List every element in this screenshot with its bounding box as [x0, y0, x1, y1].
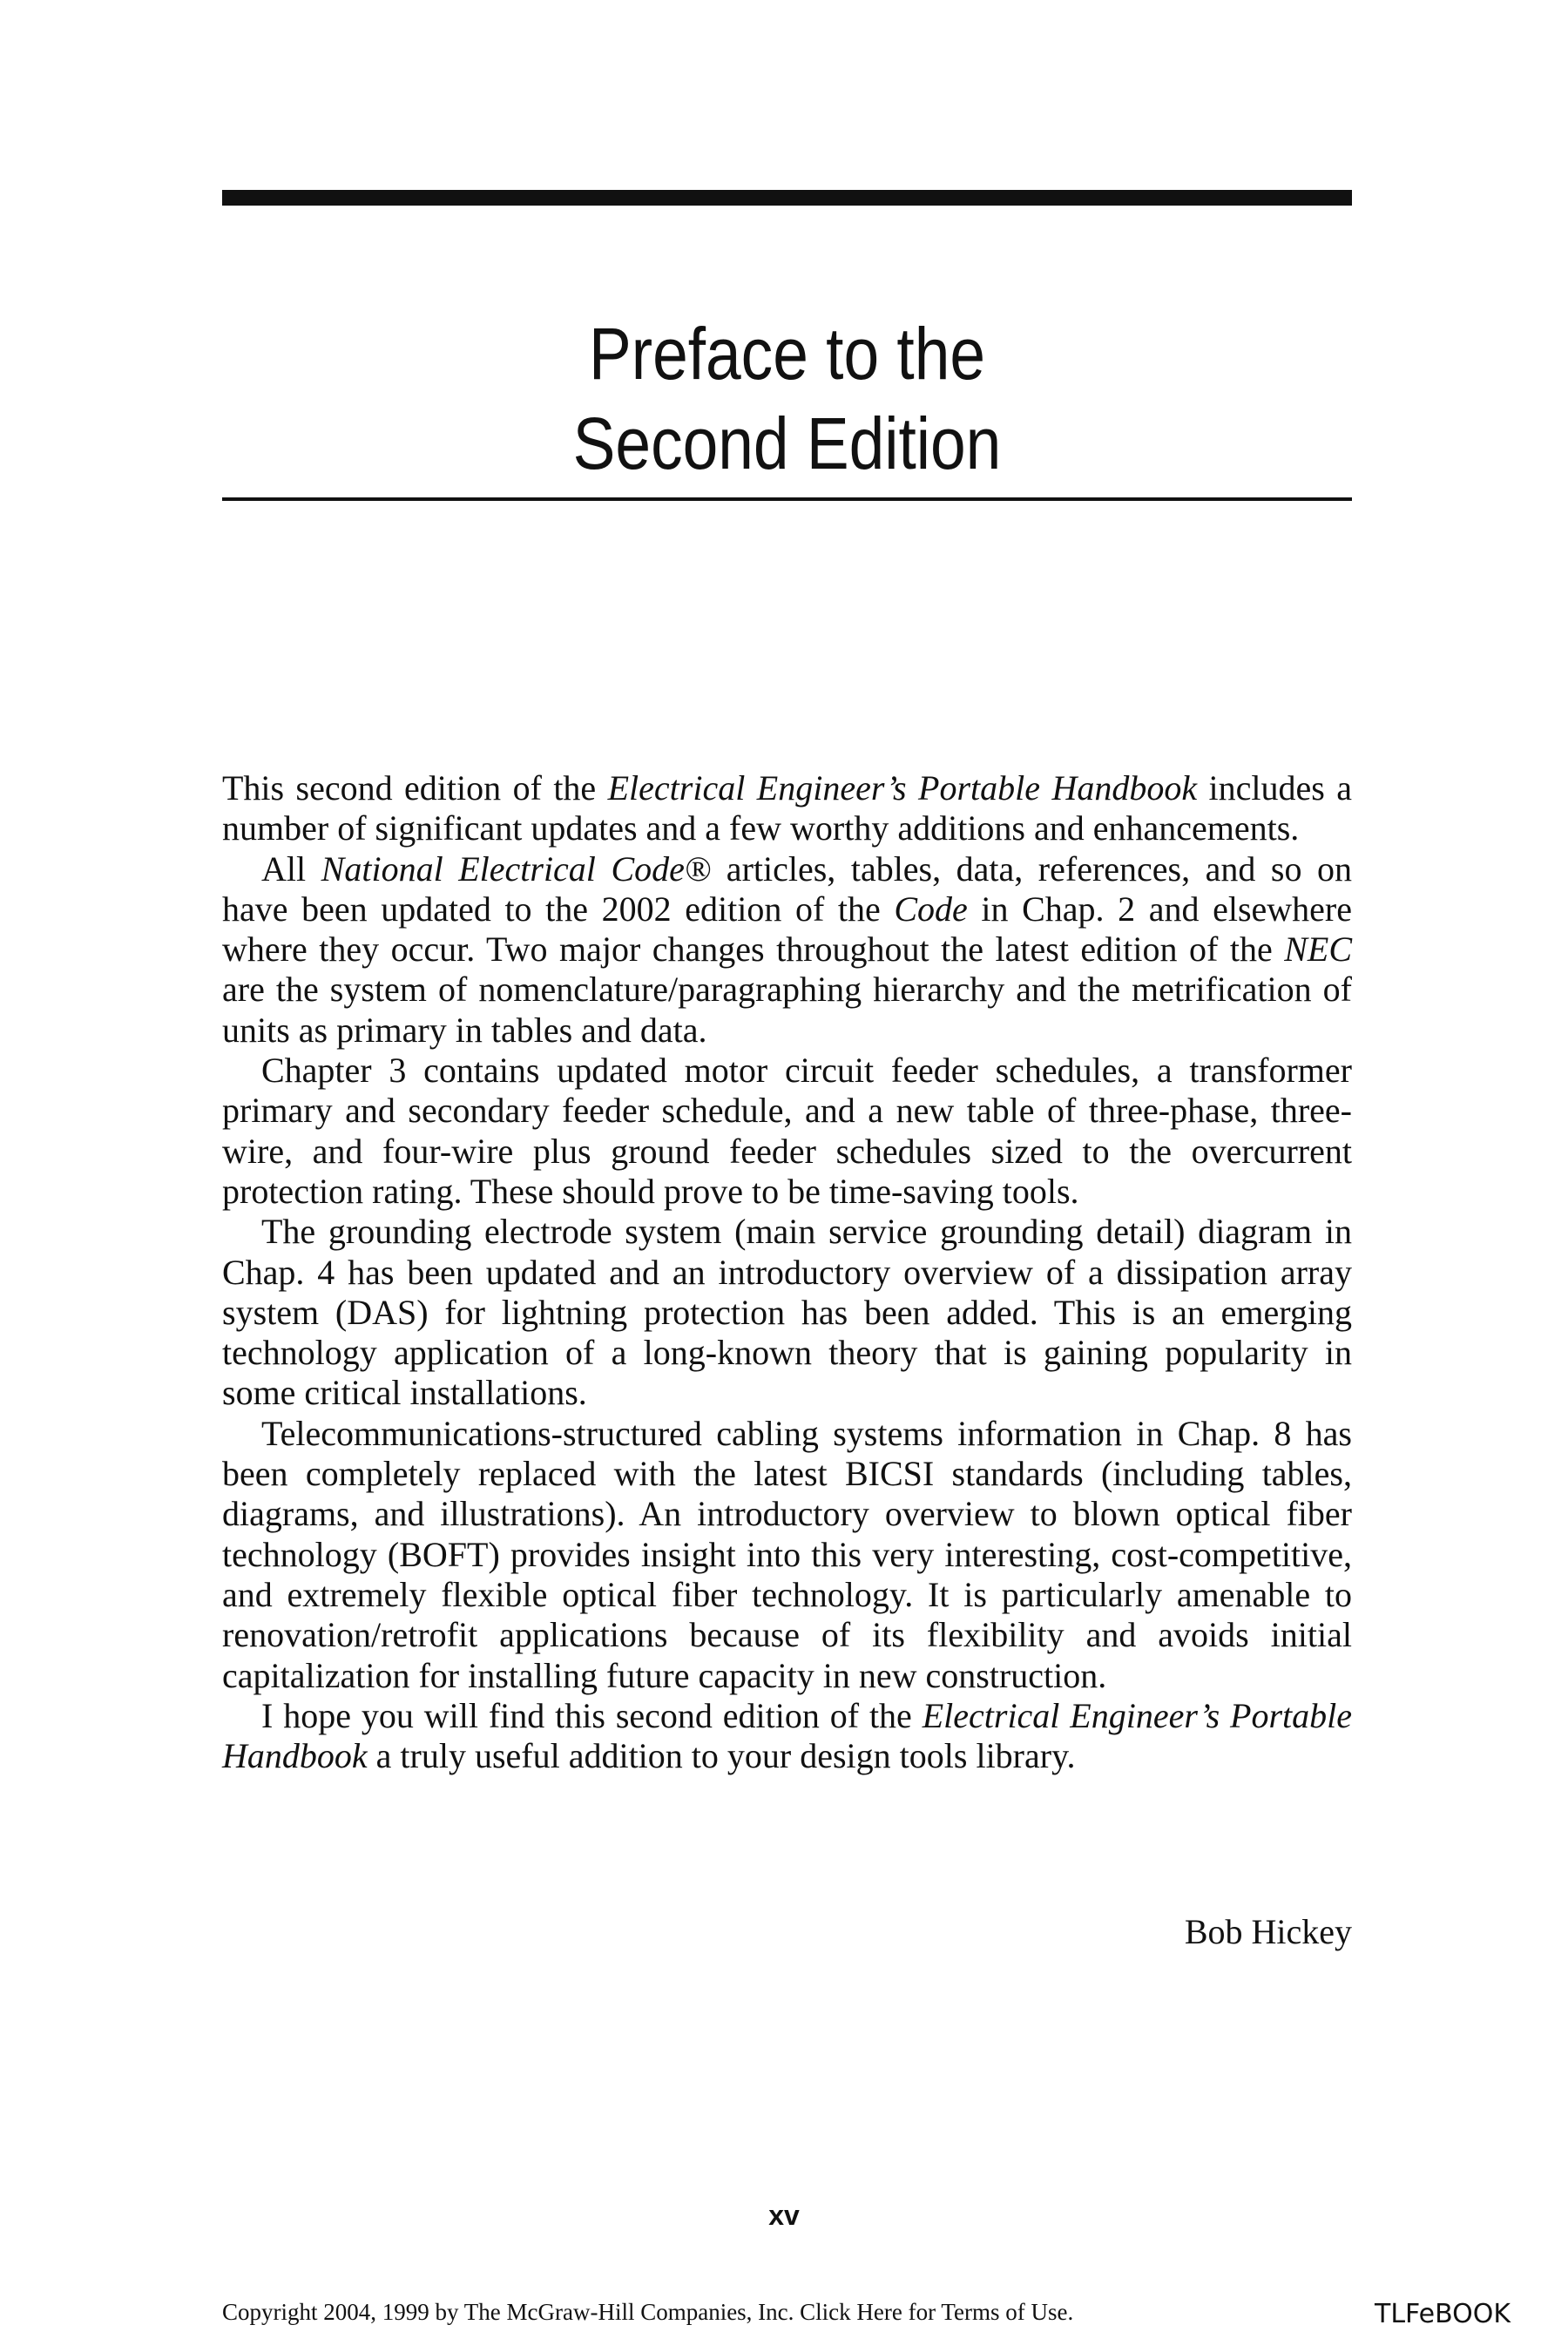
author-signature: Bob Hickey [1184, 1912, 1352, 1951]
code-word: Code [894, 889, 968, 929]
p6-text-b: a truly useful addition to your design tools library. [367, 1736, 1076, 1776]
title-line-2: Second Edition [572, 402, 1002, 484]
p1-text-b: includes a number of significant updates and a few worthy additions and enhancements. [222, 768, 1353, 848]
copyright-text: Copyright 2004, 1999 by The McGraw-Hill Companies, Inc. [222, 2299, 801, 2325]
p2-text-a: All [261, 848, 321, 889]
nec-title: National Electrical Code® [321, 848, 712, 889]
watermark: TLFeBOOK [1375, 2299, 1511, 2329]
copyright-line [222, 2298, 1073, 2326]
paragraph-4: The grounding electrode system (main service grounding detail) diagram in Chap. 4 has been updated and an introductory overview of a dissipation array system (DAS) for lightning protection has been added. This is an emerging technology application of a long-known theory that is gaining popularity in some critical installations. [222, 1212, 1352, 1413]
paragraph-2 [222, 849, 1352, 1051]
paragraph-1 [222, 768, 1352, 849]
paragraph-6 [222, 1696, 1352, 1777]
paragraph-3: Chapter 3 contains updated motor circuit feeder schedules, a transformer primary and secondary feeder schedule, and a new table of three-phase, three-wire, and four-wire plus ground feeder schedules sized to the overcurrent protection rating. These should prove to be time-saving tools. [222, 1051, 1352, 1211]
p2-text-b: articles, tables, data, references, and so on have been updated to the 2002 edition of the [222, 848, 1353, 929]
title-line-1: Preface to the [588, 313, 986, 395]
p2-text-c: in Chap. 2 and elsewhere where they occur. Two major changes throughout the latest edition of the [222, 889, 1353, 970]
nec-abbrev: NEC [1284, 929, 1352, 970]
terms-of-use-link[interactable]: Click Here for Terms of Use. [800, 2299, 1074, 2325]
p1-text-a: This second edition of the [222, 768, 608, 808]
p6-text-a: I hope you will find this second edition of the [261, 1695, 923, 1735]
p2-text-d: are the system of nomenclature/paragraphing hierarchy and the metrification of units as primary in tables and data. [222, 970, 1352, 1050]
book-title-2: Electrical Engineer’s Portable Handbook [222, 1695, 1352, 1776]
preface-body [222, 768, 1352, 1776]
title-rule [222, 497, 1352, 501]
page-title [295, 309, 1278, 489]
paragraph-5: Telecommunications-structured cabling systems information in Chap. 8 has been completely replaced with the latest BICSI standards (including tables, diagrams, and illustrations). An introductory overview to blown optical fiber technology (BOFT) provides insight into this very interesting, cost-competitive, and extremely flexible optical fiber technology. It is particularly amenable to renovation/retrofit applications because of its flexibility and avoids initial capitalization for installing future capacity in new construction. [222, 1413, 1352, 1695]
book-title: Electrical Engineer’s Portable Handbook [607, 768, 1198, 808]
page-number: xv [768, 2200, 800, 2231]
top-rule [222, 190, 1352, 206]
